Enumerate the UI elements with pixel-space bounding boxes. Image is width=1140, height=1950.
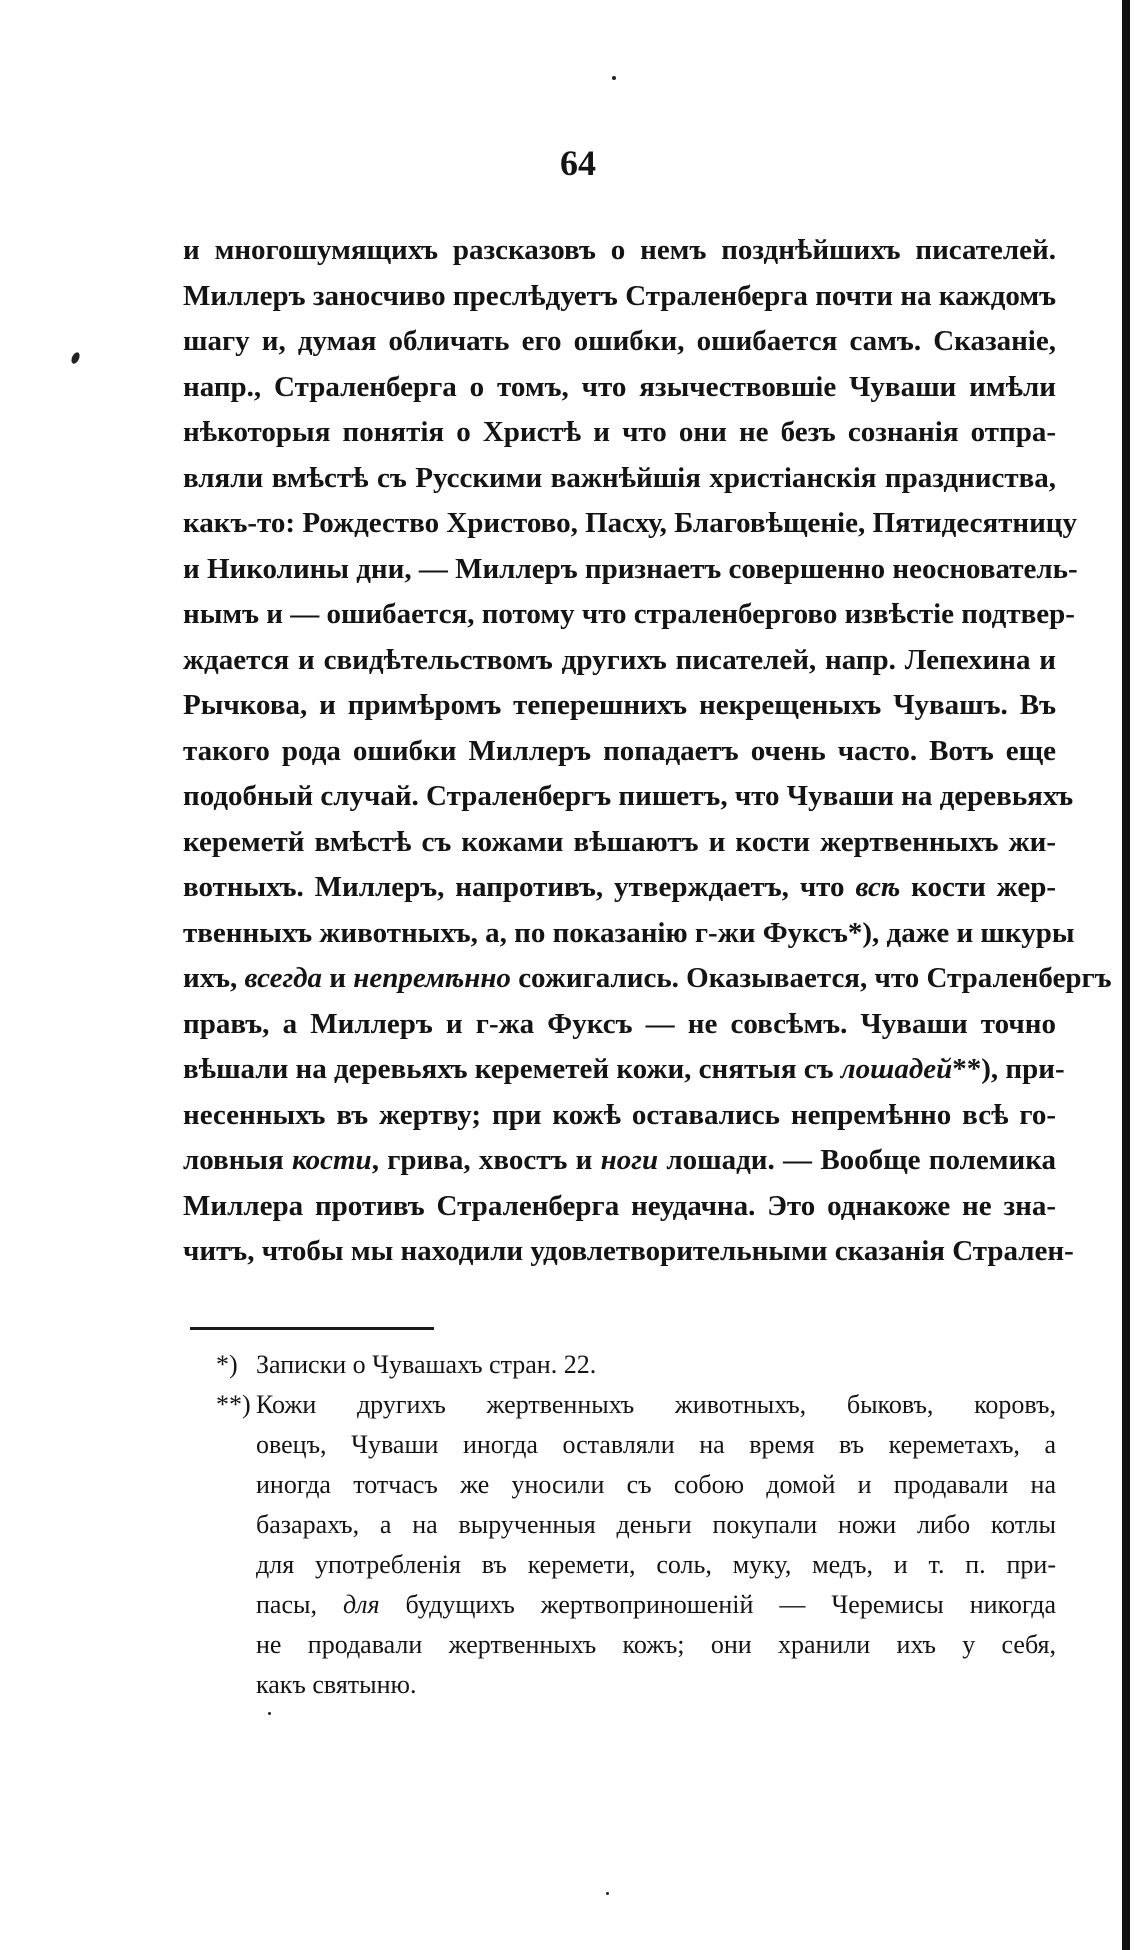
text-run: подобный случай. Страленбергъ пишетъ, что Чуваши на деревьяхъ <box>183 780 1074 812</box>
text-run: ждается и свидѣтельствомъ другихъ писателей, напр. Лепехина и <box>183 643 1056 676</box>
text-run: читъ, чтобы мы находили удовлетворительными сказанія Стрален- <box>183 1235 1074 1267</box>
text-run: не продавали жертвенныхъ кожъ; они хранили ихъ у себя, <box>256 1630 1056 1659</box>
footnote-divider <box>190 1327 434 1330</box>
text-line <box>183 956 1112 1002</box>
text-run: правъ, а Миллеръ и г-жа Фуксъ — не совсѣмъ. Чуваши точно <box>183 1007 1056 1040</box>
footnote-line <box>216 1425 1056 1465</box>
footnote-line <box>216 1345 1056 1385</box>
text-line <box>183 1047 1065 1093</box>
text-run: нымъ и — ошибается, потому что страленбергово извѣстіе подтвер- <box>183 598 1075 630</box>
ink-speck <box>268 1712 271 1715</box>
text-line <box>183 820 1056 866</box>
text-run: Рычкова, и примѣромъ теперешнихъ некрещеныхъ Чувашъ. Въ <box>183 689 1056 721</box>
text-line <box>183 274 1056 320</box>
footnote-line <box>216 1505 1056 1545</box>
text-run: нѣкоторыя понятія о Христѣ и что они не безъ сознанія отпра- <box>183 416 1056 448</box>
text-run: шагу и, думая обличать его ошибки, ошибается самъ. Сказаніе, <box>183 325 1056 357</box>
text-line <box>183 592 1075 638</box>
text-run: ловныя <box>183 1144 293 1176</box>
text-line <box>183 319 1056 365</box>
footnote-marker: *) <box>216 1350 238 1379</box>
italic-text-run: ноги <box>600 1144 659 1176</box>
text-run: вѣшали на деревьяхъ кереметей кожи, снятыя съ <box>183 1053 841 1085</box>
text-line <box>183 1002 1056 1048</box>
text-line <box>183 1093 1056 1139</box>
text-line <box>183 865 1056 911</box>
text-run: **), при- <box>952 1053 1065 1085</box>
text-run: будущихъ жертвоприношеній — Черемисы никогда <box>379 1590 1057 1619</box>
text-run: такого рода ошибки Миллеръ попадаетъ очень часто. Вотъ еще <box>183 734 1056 767</box>
footnote-line <box>216 1545 1056 1585</box>
text-line <box>183 638 1056 684</box>
footnote-line <box>216 1625 1056 1665</box>
text-line <box>183 228 1056 274</box>
text-line <box>183 774 1074 820</box>
footnote-line <box>216 1465 1056 1505</box>
text-run: Миллера противъ Страленберга неудачна. Это однакоже не зна- <box>183 1189 1056 1222</box>
footnote-line <box>216 1385 1056 1425</box>
text-run: для употребленія въ керемети, соль, муку, медъ, и т. п. при- <box>256 1550 1056 1579</box>
text-run: напр., Страленберга о томъ, что язычествовшіе Чуваши имѣли <box>183 370 1056 403</box>
footnotes <box>216 1345 1056 1705</box>
ink-speck <box>606 1892 609 1895</box>
italic-text-run: лошадей <box>840 1053 953 1085</box>
text-run: вотныхъ. Миллеръ, напротивъ, утверждаетъ, что <box>183 871 856 903</box>
footnote-marker: **) <box>216 1390 251 1419</box>
italic-text-run: всѣ <box>855 871 901 903</box>
text-run: кости жер- <box>900 871 1056 903</box>
text-run: и многошумящихъ разсказовъ о немъ позднѣйшихъ писателей. <box>183 234 1056 266</box>
footnote-line <box>216 1585 1056 1625</box>
text-line <box>183 1229 1074 1275</box>
italic-text-run: всегда <box>244 962 323 994</box>
italic-text-run: кости <box>292 1144 372 1176</box>
text-run: несенныхъ въ жертву; при кожѣ оставались непремѣнно всѣ го- <box>183 1098 1056 1131</box>
text-line <box>183 501 1078 547</box>
text-run: базарахъ, а на вырученныя деньги покупали ножи либо котлы <box>256 1510 1056 1539</box>
text-run: твенныхъ животныхъ, а, по показанію г-жи Фуксъ*), даже и шкуры <box>183 916 1075 949</box>
text-run: иногда тотчасъ же уносили съ собою домой и продавали на <box>256 1470 1056 1499</box>
text-run: , грива, хвостъ и <box>371 1144 601 1176</box>
text-run: ихъ, <box>183 962 245 994</box>
ink-speck <box>70 351 81 365</box>
text-line <box>183 729 1056 775</box>
main-text <box>183 228 1112 1275</box>
text-line <box>183 1138 1056 1184</box>
text-run: овецъ, Чуваши иногда оставляли на время въ кереметахъ, а <box>256 1430 1056 1459</box>
page-number: 64 <box>560 143 596 183</box>
text-run: какъ-то: Рождество Христово, Пасху, Благовѣщеніе, Пятидесятницу <box>183 507 1078 539</box>
footnote-line <box>216 1665 1056 1705</box>
text-run: какъ святыню. <box>256 1670 417 1699</box>
text-run: Записки о Чувашахъ стран. 22. <box>256 1350 597 1379</box>
text-line <box>183 683 1056 729</box>
text-line <box>183 911 1075 957</box>
text-run: сожигались. Оказывается, что Страленбергъ <box>510 962 1112 994</box>
text-run: вляли вмѣстѣ съ Русскими важнѣйшія христіанскія праздниства, <box>183 461 1056 494</box>
italic-text-run: непремѣнно <box>353 962 511 994</box>
text-run: Кожи другихъ жертвенныхъ животныхъ, быковъ, коровъ, <box>256 1390 1056 1419</box>
text-run: и Николины дни, — Миллеръ признаетъ совершенно неоснователь- <box>183 552 1078 585</box>
text-run: лошади. — Вообще полемика <box>658 1144 1057 1176</box>
text-line <box>183 365 1056 411</box>
text-line <box>183 547 1078 593</box>
text-line <box>183 1184 1056 1230</box>
text-line <box>183 456 1056 502</box>
text-run: Миллеръ заносчиво преслѣдуетъ Страленберга почти на каждомъ <box>183 279 1056 312</box>
italic-text-run: для <box>342 1590 380 1619</box>
book-spine-edge <box>1122 0 1130 1950</box>
text-run: и <box>322 962 354 994</box>
text-run: кереметй вмѣстѣ съ кожами вѣшаютъ и кости жертвенныхъ жи- <box>183 825 1056 858</box>
ink-speck <box>612 76 616 80</box>
text-run: пасы, <box>256 1590 343 1619</box>
text-line <box>183 410 1056 456</box>
